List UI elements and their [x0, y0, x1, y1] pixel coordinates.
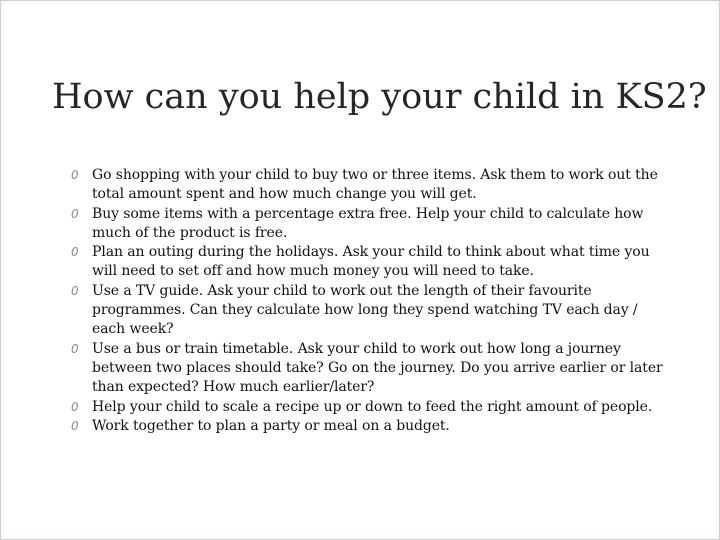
- bullet-list: [71, 166, 671, 436]
- bullet-marker-icon: 0: [71, 283, 79, 298]
- bullet-text: Use a TV guide. Ask your child to work out the length of their favourite programmes. Can they calculate how long they spend watching TV each day / each week?: [92, 282, 638, 338]
- bullet-item: [71, 205, 671, 244]
- bullet-text: Use a bus or train timetable. Ask your child to work out how long a journey between two places should take? Go on the journey. Do you arrive earlier or later than expected? How much earlier/later?: [92, 340, 663, 396]
- bullet-marker-icon: 0: [71, 341, 79, 356]
- bullet-text: Work together to plan a party or meal on a budget.: [92, 417, 450, 434]
- bullet-item: [71, 282, 671, 340]
- bullet-item: [71, 166, 671, 205]
- bullet-text: Go shopping with your child to buy two or three items. Ask them to work out the total amount spent and how much change you will get.: [92, 167, 658, 203]
- bullet-marker-icon: 0: [71, 418, 79, 433]
- bullet-text: Plan an outing during the holidays. Ask your child to think about what time you will need to set off and how much money you will need to take.: [92, 244, 650, 280]
- bullet-item: [71, 398, 671, 417]
- bullet-item: [71, 417, 671, 436]
- bullet-text: Help your child to scale a recipe up or down to feed the right amount of people.: [92, 398, 653, 415]
- bullet-marker-icon: 0: [71, 168, 79, 182]
- bullet-text: Buy some items with a percentage extra free. Help your child to calculate how much of the product is free.: [92, 205, 644, 241]
- slide-title: How can you help your child in KS2?: [52, 77, 707, 117]
- bullet-item: [71, 243, 671, 282]
- bullet-marker-icon: 0: [71, 206, 79, 221]
- bullet-marker-icon: 0: [71, 399, 79, 414]
- bullet-item: [71, 340, 671, 398]
- bullet-marker-icon: 0: [71, 245, 79, 260]
